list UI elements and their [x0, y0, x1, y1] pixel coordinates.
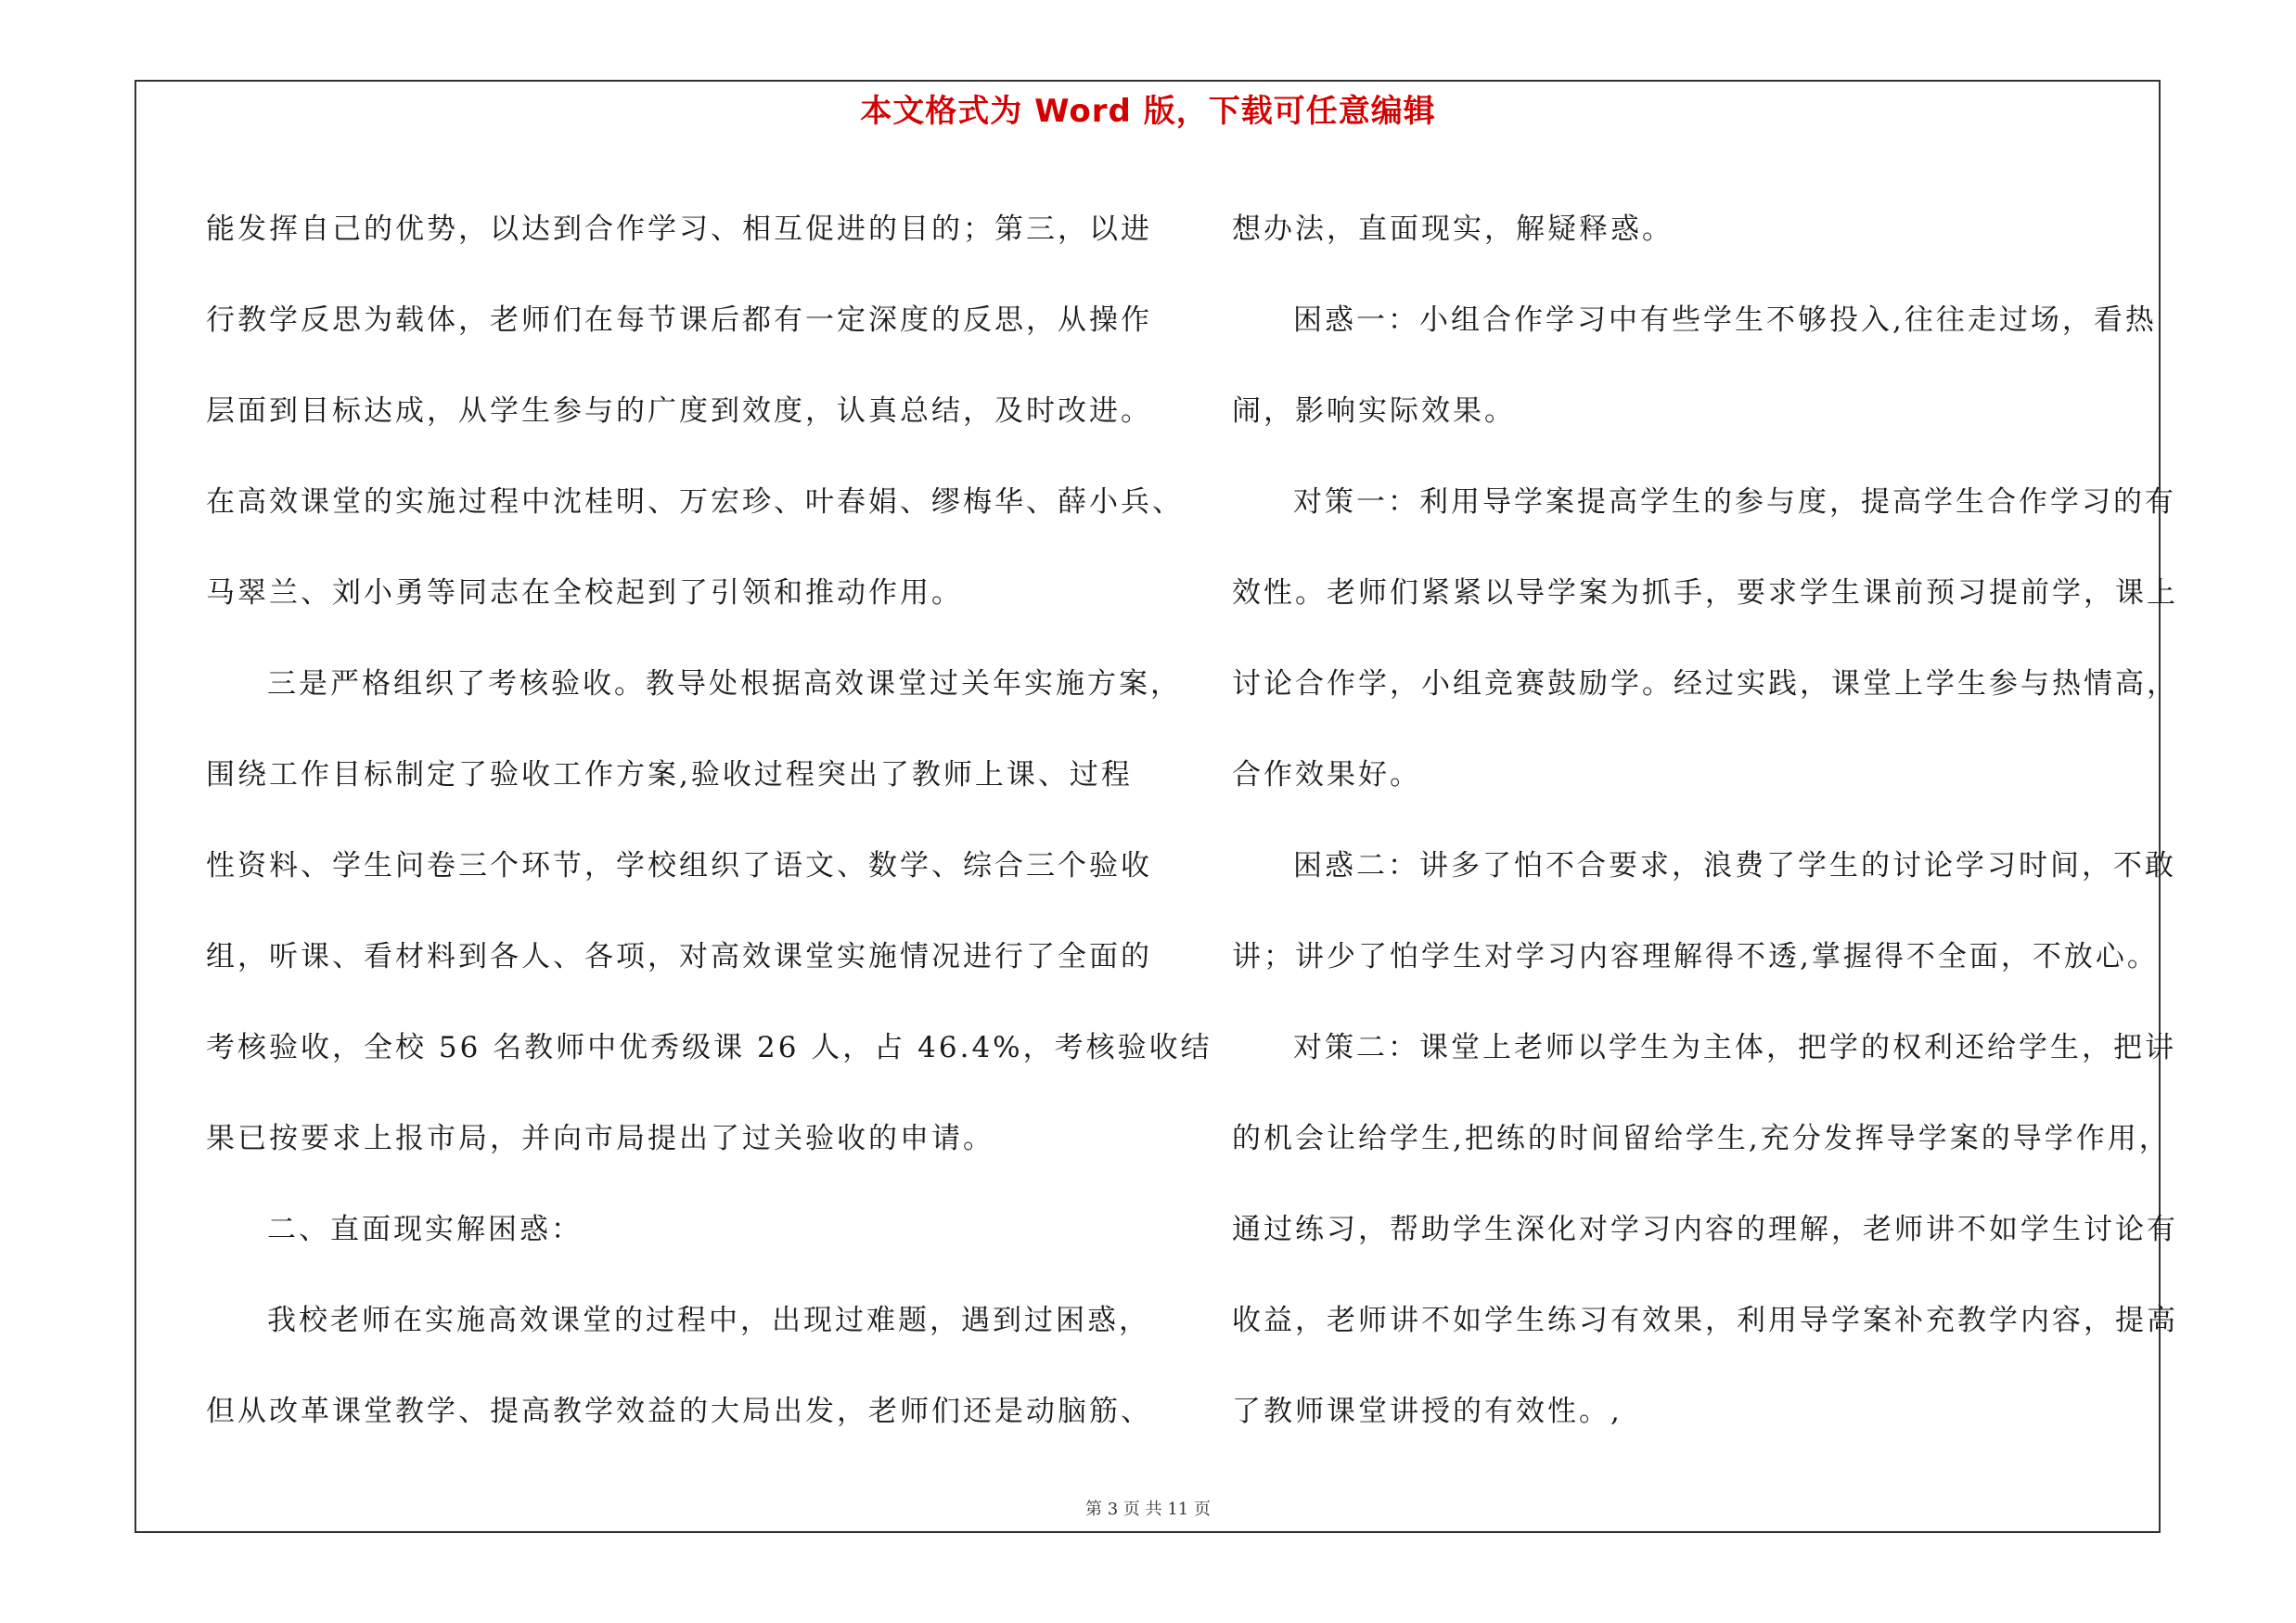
- text-line: 困惑二：讲多了怕不合要求，浪费了学生的讨论学习时间，不敢: [1293, 849, 2176, 882]
- text-line: 性资料、学生问卷三个环节，学校组织了语文、数学、综合三个验收: [206, 849, 1152, 882]
- text-line: 在高效课堂的实施过程中沈桂明、万宏珍、叶春娟、缪梅华、薛小兵、: [206, 485, 1184, 519]
- right-text-column: [1232, 184, 2178, 1457]
- text-line: 我校老师在实施高效课堂的过程中，出现过难题，遇到过困惑，: [267, 1304, 1150, 1337]
- left-text-column: [206, 184, 1212, 1457]
- text-line: 对策二：课堂上老师以学生为主体，把学的权利还给学生，把讲: [1293, 1031, 2176, 1064]
- text-line: 三是严格组织了考核验收。教导处根据高效课堂过关年实施方案，: [267, 667, 1182, 701]
- text-line: 效性。老师们紧紧以导学案为抓手，要求学生课前预习提前学，课上: [1232, 576, 2178, 610]
- text-line: 马翠兰、刘小勇等同志在全校起到了引领和推动作用。: [206, 576, 963, 610]
- text-line: 围绕工作目标制定了验收工作方案,验收过程突出了教师上课、过程: [206, 758, 1133, 792]
- text-line: 了教师课堂讲授的有效性。,: [1232, 1395, 1623, 1428]
- text-line: 二、直面现实解困惑：: [267, 1213, 583, 1246]
- text-line: 的机会让给学生,把练的时间留给学生,充分发挥导学案的导学作用，: [1232, 1122, 2171, 1155]
- text-line: 行教学反思为载体，老师们在每节课后都有一定深度的反思，从操作: [206, 303, 1152, 337]
- text-line: 层面到目标达成，从学生参与的广度到效度，认真总结，及时改进。: [206, 394, 1152, 428]
- text-line: 困惑一：小组合作学习中有些学生不够投入,往往走过场，看热: [1293, 303, 2157, 337]
- text-line: 想办法，直面现实，解疑释惑。: [1232, 213, 1674, 246]
- text-line: 组，听课、看材料到各人、各项，对高效课堂实施情况进行了全面的: [206, 940, 1152, 973]
- text-line: 通过练习，帮助学生深化对学习内容的理解，老师讲不如学生讨论有: [1232, 1213, 2178, 1246]
- text-line: 对策一：利用导学案提高学生的参与度，提高学生合作学习的有: [1293, 485, 2176, 519]
- text-line: 果已按要求上报市局，并向市局提出了过关验收的申请。: [206, 1122, 994, 1155]
- page-number-footer: 第 3 页 共 11 页: [1085, 1500, 1211, 1519]
- text-line: 闹，影响实际效果。: [1232, 394, 1516, 428]
- text-line: 考核验收，全校 56 名教师中优秀级课 26 人，占 46.4%，考核验收结: [206, 1031, 1212, 1064]
- text-line: 讨论合作学，小组竞赛鼓励学。经过实践，课堂上学生参与热情高，: [1232, 667, 2178, 701]
- text-line: 但从改革课堂教学、提高教学效益的大局出发，老师们还是动脑筋、: [206, 1395, 1152, 1428]
- text-line: 讲；讲少了怕学生对学习内容理解得不透,掌握得不全面，不放心。: [1232, 940, 2159, 973]
- text-line: 能发挥自己的优势，以达到合作学习、相互促进的目的；第三，以进: [206, 213, 1152, 246]
- document-banner: 本文格式为 Word 版，下载可任意编辑: [860, 93, 1436, 130]
- text-line: 合作效果好。: [1232, 758, 1421, 792]
- text-line: 收益，老师讲不如学生练习有效果，利用导学案补充教学内容，提高: [1232, 1304, 2178, 1337]
